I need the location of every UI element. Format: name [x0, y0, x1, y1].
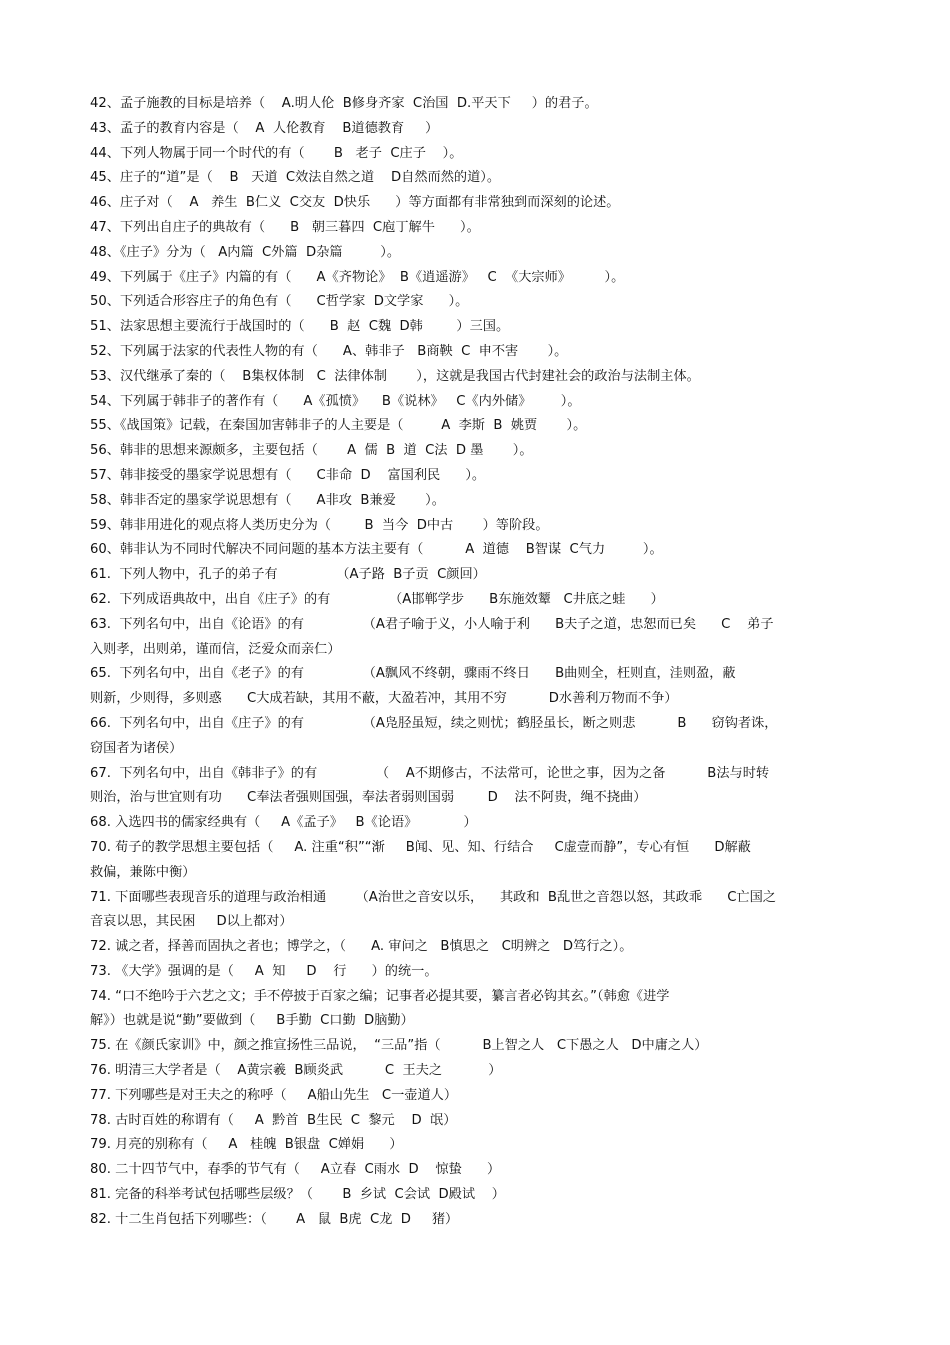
text-line: 48、《庄子》分为（ A内篇 C外篇 D杂篇 ）。 [90, 244, 401, 260]
text-line: 56、韩非的思想来源颇多，主要包括（ A 儒 B 道 C法 D 墨 ）。 [90, 443, 533, 459]
text-line: 50、下列适合形容庄子的角色有（ C哲学家 D文学家 ）。 [90, 294, 469, 310]
text-line: 55、《战国策》记载，在秦国加害韩非子的人主要是（ A 李斯 B 姚贾 ）。 [90, 418, 587, 434]
text-line: 58、韩非否定的墨家学说思想有（ A非攻 B兼爱 ）。 [90, 492, 445, 508]
text-line: 67. 下列名句中，出自《韩非子》的有 （ A不期修古，不法常可，论世之事，因为之备 B法与时转 [90, 765, 770, 781]
text-line: 78. 古时百姓的称谓有（ A 黔首 B生民 C 黎元 D 氓） [90, 1112, 457, 1128]
text-line: 75. 在《颜氏家训》中，颜之推宣扬性三品说， “三品”指（ B上智之人 C下愚之人 D中庸之人） [90, 1038, 708, 1054]
text-line: 42、孟子施教的目标是培养（ A.明人伦 B修身齐家 C治国 D.平天下 ）的君子。 [90, 96, 598, 111]
text-line: 57、韩非接受的墨家学说思想有（ C非命 D 富国利民 ）。 [90, 467, 486, 483]
text-line: 音哀以思，其民困 D以上都对） [90, 914, 293, 930]
text-line: 70. 荀子的教学思想主要包括（ A. 注重“积”“渐 B闻、见、知、行结合 C虚壹而静”，专心有恒 D解蔽 [90, 839, 751, 855]
text-line: 44、下列人物属于同一个时代的有（ B 老子 C庄子 ）。 [90, 145, 463, 161]
text-line: 则新，少则得，多则惑 C大成若缺，其用不蔽，大盈若冲，其用不穷 D水善利万物而不争） [90, 691, 678, 707]
text-line: 74. “口不绝吟于六艺之文；手不停披于百家之编；记事者必提其要，纂言者必钩其玄。”（韩愈《进学 [90, 988, 670, 1004]
text-line: 80. 二十四节气中，春季的节气有（ A立春 C雨水 D 惊蛰 ） [90, 1162, 501, 1178]
text-line: 72. 诚之者，择善而固执之者也；博学之，（ A. 审问之 B慎思之 C明辨之 D笃行之）。 [90, 939, 633, 955]
text-line: 76. 明清三大学者是（ A黄宗羲 B顾炎武 C 王夫之 ） [90, 1063, 502, 1079]
text-line: 65. 下列名句中，出自《老子》的有 （A飘风不终朝，骤雨不终日 B曲则全，枉则直，洼则盈，蔽 [90, 666, 736, 682]
text-line: 61. 下列人物中，孔子的弟子有 （A子路 B子贡 C颜回） [90, 567, 486, 583]
text-line: 82. 十二生肖包括下列哪些：（ A 鼠 B虎 C龙 D 猪） [90, 1211, 459, 1227]
document-page [90, 92, 860, 1233]
text-line: 63. 下列名句中，出自《论语》的有 （A君子喻于义，小人喻于利 B夫子之道，忠恕而已矣 C 弟子 [90, 616, 774, 632]
text-line: 71. 下面哪些表现音乐的道理与政治相通 （A治世之音安以乐， 其政和 B乱世之音怨以怒，其政乖 C亡国之 [90, 889, 776, 905]
text-line: 救偏，兼陈中衡） [90, 864, 196, 880]
text-line: 43、孟子的教育内容是（ A 人伦教育 B道德教育 ） [90, 120, 439, 136]
text-line: 77. 下列哪些是对王夫之的称呼（ A船山先生 C一壶道人） [90, 1087, 458, 1103]
text-line: 54、下列属于韩非子的著作有（ A《孤愤》 B《说林》 C《内外储》 ）。 [90, 393, 581, 409]
text-line: 入则孝，出则弟，谨而信，泛爱众而亲仁） [90, 641, 341, 657]
text-line: 窃国者为诸侯） [90, 740, 183, 756]
text-line: 62. 下列成语典故中，出自《庄子》的有 （A邯郸学步 B东施效颦 C井底之蛙 ） [90, 591, 664, 607]
text-line: 47、下列出自庄子的典故有（ B 朝三暮四 C庖丁解牛 ）。 [90, 219, 480, 235]
text-line: 45、庄子的“道”是（ B 天道 C效法自然之道 D自然而然的道）。 [90, 170, 501, 186]
text-line: 59、韩非用进化的观点将人类历史分为（ B 当今 D中古 ）等阶段。 [90, 517, 549, 533]
text-line: 79. 月亮的别称有（ A 桂魄 B银盘 C婵娟 ） [90, 1137, 403, 1153]
text-line: 68. 入选四书的儒家经典有（ A《孟子》 B《论语》 ） [90, 815, 477, 831]
text-line: 81. 完备的科举考试包括哪些层级？（ B 乡试 C会试 D殿试 ） [90, 1187, 505, 1203]
text-line: 60、韩非认为不同时代解决不同问题的基本方法主要有（ A 道德 B智谋 C气力 ）。 [90, 542, 663, 558]
text-line: 解》）也就是说“勤”要做到（ B手勤 C口勤 D脑勤） [90, 1013, 414, 1029]
text-line: 73. 《大学》强调的是（ A 知 D 行 ）的统一。 [90, 963, 438, 979]
text-line: 46、庄子对（ A 养生 B仁义 C交友 D快乐 ）等方面都有非常独到而深刻的论述。 [90, 195, 620, 211]
text-line: 49、下列属于《庄子》内篇的有（ A《齐物论》 B《逍遥游》 C 《大宗师》 ）。 [90, 269, 625, 285]
text-line: 66. 下列名句中，出自《庄子》的有 （A凫胫虽短，续之则忧；鹤胫虽长，断之则悲 B 窃钩者诛， [90, 715, 778, 731]
text-line: 则治，治与世宜则有功 C奉法者强则国强，奉法者弱则国弱 D 法不阿贵，绳不挠曲） [90, 790, 647, 806]
text-line: 51、法家思想主要流行于战国时的（ B 赵 C魏 D韩 ）三国。 [90, 319, 510, 335]
text-line: 52、下列属于法家的代表性人物的有（ A、韩非子 B商鞅 C 申不害 ）。 [90, 343, 568, 359]
text-line: 53、汉代继承了秦的（ B集权体制 C 法律体制 ），这就是我国古代封建社会的政治与法制主体。 [90, 368, 700, 384]
